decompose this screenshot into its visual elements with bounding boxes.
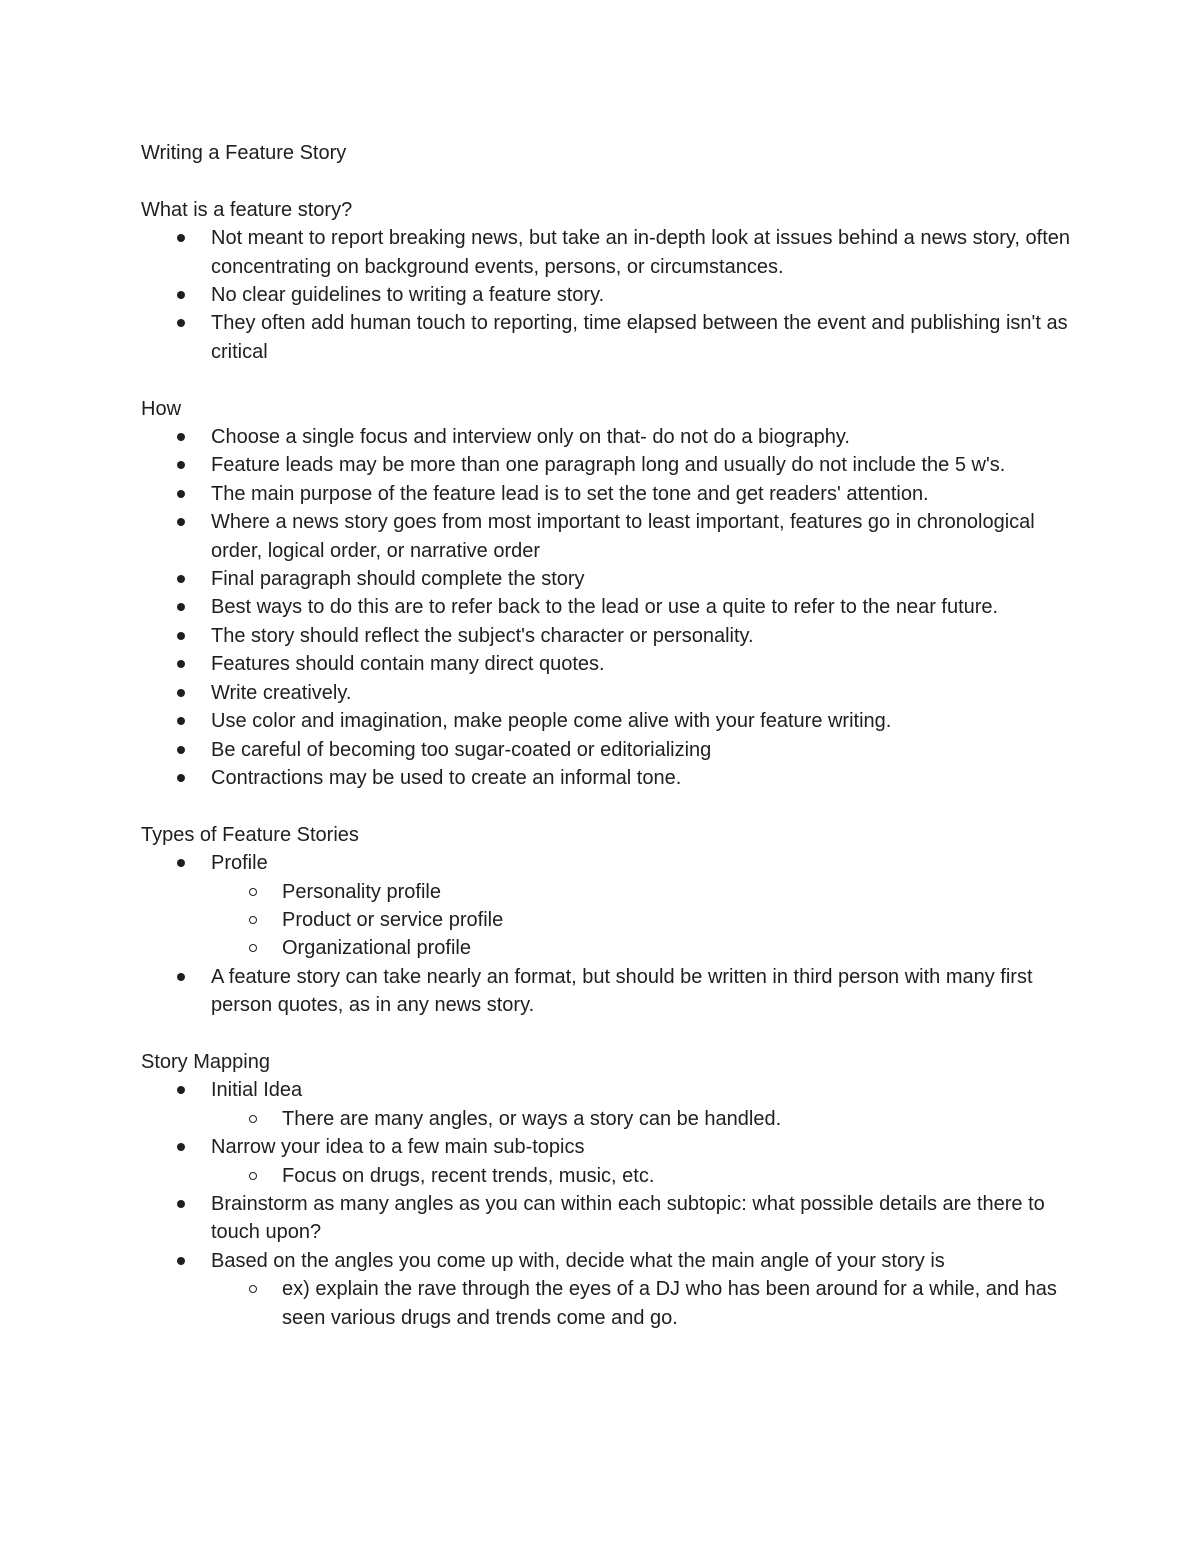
filled-bullet-icon <box>177 973 185 981</box>
hollow-bullet-icon <box>249 1115 257 1123</box>
list-item <box>211 764 1071 792</box>
paragraph-spacer <box>141 792 1071 820</box>
section-heading: What is a feature story? <box>141 198 353 221</box>
list-item-text: Based on the angles you come up with, decide what the main angle of your story is <box>211 1249 945 1272</box>
list-item <box>211 679 1071 707</box>
sub-list-item-text: ex) explain the rave through the eyes of a DJ who has been around for a while, and has seen various drugs and trends come and go. <box>282 1278 1057 1329</box>
hollow-bullet-icon <box>249 888 257 896</box>
sub-bullet-list <box>211 1105 1071 1133</box>
filled-bullet-icon <box>177 689 185 697</box>
paragraph-spacer <box>141 366 1071 394</box>
list-item <box>211 423 1071 451</box>
sub-list-item <box>282 1275 1071 1332</box>
list-item <box>211 849 1071 963</box>
list-item-text: A feature story can take nearly an format, but should be written in third person with many first person quotes, as in any news story. <box>211 965 1033 1017</box>
sub-list-item-text: Organizational profile <box>282 937 471 960</box>
list-item-text: The story should reflect the subject's character or personality. <box>211 624 754 647</box>
list-item <box>211 650 1071 678</box>
list-item <box>211 224 1071 281</box>
filled-bullet-icon <box>177 461 185 469</box>
list-item-text: No clear guidelines to writing a feature story. <box>211 284 605 307</box>
list-item <box>211 1076 1071 1133</box>
bullet-list <box>141 224 1071 366</box>
list-item-text: Features should contain many direct quotes. <box>211 653 605 676</box>
list-item <box>211 622 1071 650</box>
sub-list-item-text: There are many angles, or ways a story can be handled. <box>282 1107 782 1130</box>
list-item-text: Write creatively. <box>211 681 352 704</box>
list-item <box>211 963 1071 1020</box>
bullet-list <box>141 849 1071 1019</box>
list-item-text: Profile <box>211 852 268 875</box>
list-item <box>211 480 1071 508</box>
list-item-text: Choose a single focus and interview only on that- do not do a biography. <box>211 426 850 449</box>
filled-bullet-icon <box>177 319 185 327</box>
section-heading: Types of Feature Stories <box>141 823 359 846</box>
bullet-list <box>141 1076 1071 1332</box>
list-item <box>211 451 1071 479</box>
filled-bullet-icon <box>177 518 185 526</box>
sub-list-item-text: Product or service profile <box>282 908 504 931</box>
sub-bullet-list <box>211 878 1071 963</box>
filled-bullet-icon <box>177 234 185 242</box>
filled-bullet-icon <box>177 433 185 441</box>
filled-bullet-icon <box>177 746 185 754</box>
list-item-text: Initial Idea <box>211 1079 303 1102</box>
filled-bullet-icon <box>177 859 185 867</box>
document-body <box>141 167 1071 1332</box>
sub-bullet-list <box>211 1275 1071 1332</box>
sub-list-item-text: Personality profile <box>282 880 441 903</box>
list-item <box>211 707 1071 735</box>
filled-bullet-icon <box>177 717 185 725</box>
sub-list-item <box>282 934 1071 962</box>
filled-bullet-icon <box>177 490 185 498</box>
filled-bullet-icon <box>177 1143 185 1151</box>
sub-list-item-text: Focus on drugs, recent trends, music, etc. <box>282 1164 655 1187</box>
bullet-list <box>141 423 1071 792</box>
hollow-bullet-icon <box>249 916 257 924</box>
list-item <box>211 281 1071 309</box>
list-item-text: Brainstorm as many angles as you can within each subtopic: what possible details are there to touch upon? <box>211 1192 1045 1244</box>
sub-list-item <box>282 878 1071 906</box>
filled-bullet-icon <box>177 603 185 611</box>
list-item <box>211 1247 1071 1332</box>
list-item-text: Where a news story goes from most important to least important, features go in chronological order, logical order, or narrative order <box>211 511 1035 562</box>
list-item <box>211 1133 1071 1190</box>
list-item-text: Be careful of becoming too sugar-coated or editorializing <box>211 738 712 761</box>
list-item <box>211 508 1071 565</box>
paragraph-spacer <box>141 1020 1071 1048</box>
hollow-bullet-icon <box>249 1285 257 1293</box>
list-item-text: The main purpose of the feature lead is to set the tone and get readers' attention. <box>211 482 929 505</box>
list-item <box>211 736 1071 764</box>
filled-bullet-icon <box>177 291 185 299</box>
section-heading: How <box>141 397 182 420</box>
list-item-text: Contractions may be used to create an informal tone. <box>211 766 682 789</box>
sub-list-item <box>282 906 1071 934</box>
filled-bullet-icon <box>177 1257 185 1265</box>
list-item-text: Final paragraph should complete the story <box>211 568 585 591</box>
list-item-text: Feature leads may be more than one paragraph long and usually do not include the 5 w's. <box>211 454 1006 477</box>
filled-bullet-icon <box>177 660 185 668</box>
sub-list-item <box>282 1162 1071 1190</box>
document-page <box>141 139 1071 1332</box>
filled-bullet-icon <box>177 575 185 583</box>
list-item-text: Best ways to do this are to refer back to the lead or use a quite to refer to the near future. <box>211 596 999 619</box>
document-title: Writing a Feature Story <box>141 142 347 164</box>
filled-bullet-icon <box>177 774 185 782</box>
filled-bullet-icon <box>177 1200 185 1208</box>
list-item-text: Not meant to report breaking news, but take an in-depth look at issues behind a news story, often concentrating on background events, persons, or circumstances. <box>211 227 1071 278</box>
list-item <box>211 593 1071 621</box>
list-item <box>211 565 1071 593</box>
list-item-text: Narrow your idea to a few main sub-topics <box>211 1136 585 1159</box>
filled-bullet-icon <box>177 1086 185 1094</box>
list-item-text: They often add human touch to reporting, time elapsed between the event and publishing isn't as critical <box>211 312 1068 363</box>
list-item-text: Use color and imagination, make people come alive with your feature writing. <box>211 710 892 733</box>
sub-bullet-list <box>211 1162 1071 1190</box>
section-heading: Story Mapping <box>141 1050 270 1073</box>
paragraph-spacer <box>141 167 1071 195</box>
hollow-bullet-icon <box>249 944 257 952</box>
filled-bullet-icon <box>177 632 185 640</box>
list-item <box>211 1190 1071 1247</box>
list-item <box>211 309 1071 366</box>
hollow-bullet-icon <box>249 1172 257 1180</box>
sub-list-item <box>282 1105 1071 1133</box>
